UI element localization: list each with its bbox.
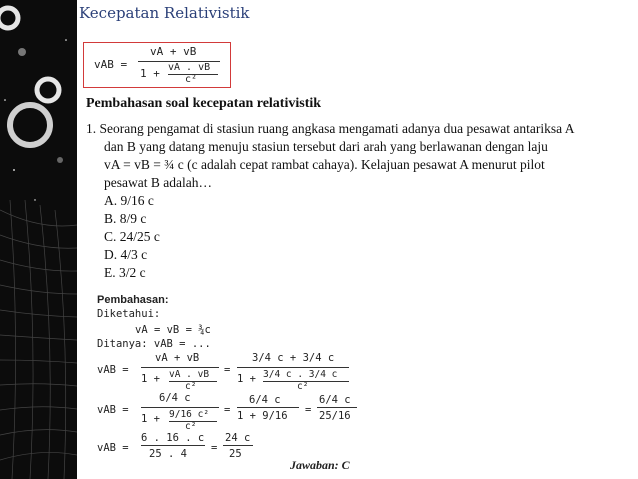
question-line: pesawat B adalah… <box>104 175 212 190</box>
slide-title: Kecepatan Relativistik <box>79 4 250 22</box>
step2c-bar <box>317 407 357 408</box>
section-heading: Pembahasan soal kecepatan relativistik <box>86 96 322 111</box>
formula-den-numerator: vA . vB <box>168 62 211 73</box>
equals-sign: = <box>211 442 218 454</box>
step2c-denominator: 25/16 <box>319 410 351 422</box>
formula-den-denominator: c² <box>185 74 198 85</box>
step3-lhs: vAB = <box>97 442 129 454</box>
formula-box <box>83 42 231 88</box>
step2-lhs: vAB = <box>97 404 129 416</box>
option-c: C. 24/25 c <box>104 229 160 244</box>
equals-sign: = <box>224 404 231 416</box>
question-block <box>86 120 634 282</box>
decorative-circles-grid <box>0 0 77 479</box>
step3-numerator: 6 . 16 . c <box>141 432 205 444</box>
formula-numerator: vA + vB <box>150 45 197 58</box>
solution-label: Pembahasan: <box>97 294 169 306</box>
step3b-numerator: 24 c <box>225 432 251 444</box>
step2-numerator: 6/4 c <box>159 392 191 404</box>
step3-denominator: 25 . 4 <box>149 448 187 460</box>
equals-sign: = <box>305 404 312 416</box>
step1-den-numerator: vA . vB <box>169 369 210 380</box>
option-b: B. 8/9 c <box>104 211 147 226</box>
step1-lhs: vAB = <box>97 364 129 376</box>
step2-den-prefix: 1 + <box>141 413 160 425</box>
question-line: vA = vB = ¾ c (c adalah cepat rambat cahaya). Kelajuan pesawat A menurut pilot <box>104 157 545 172</box>
step1-den-prefix: 1 + <box>141 373 160 385</box>
known-label: Diketahui: <box>97 308 161 320</box>
step1r-bar <box>237 367 349 368</box>
step2-bar <box>141 407 219 408</box>
step3b-bar <box>223 445 253 446</box>
option-e: E. 3/2 c <box>104 265 146 280</box>
step1-bar <box>141 367 219 368</box>
option-d: D. 4/3 c <box>104 247 148 262</box>
step3b-denominator: 25 <box>229 448 242 460</box>
solution-image <box>97 294 557 479</box>
step2c-numerator: 6/4 c <box>319 394 351 406</box>
step1-den-denominator: c² <box>185 381 197 392</box>
answer-text: Jawaban: C <box>290 458 350 472</box>
step2b-denominator: 1 + 9/16 <box>237 410 288 422</box>
step2b-bar <box>237 407 299 408</box>
known-value: vA = vB = ¾c <box>135 324 211 336</box>
step1r-numerator: 3/4 c + 3/4 c <box>252 352 335 364</box>
asked-line: Ditanya: vAB = ... <box>97 338 211 350</box>
step1r-den-denominator: c² <box>297 381 309 392</box>
formula-den-prefix: 1 + <box>140 67 160 80</box>
question-line: dan B yang datang menuju stasiun tersebut dari arah yang berlawanan dengan laju <box>104 139 548 154</box>
decorative-side-panel <box>0 0 77 479</box>
step1r-den-prefix: 1 + <box>237 373 256 385</box>
step2-den-numerator: 9/16 c² <box>169 409 210 420</box>
step1-numerator: vA + vB <box>155 352 200 364</box>
step1r-den-numerator: 3/4 c . 3/4 c <box>263 369 338 380</box>
question-line: 1. Seorang pengamat di stasiun ruang angkasa mengamati adanya dua pesawat antariksa A <box>86 121 575 136</box>
step3-bar <box>141 445 205 446</box>
formula-lhs: vAB = <box>94 58 128 71</box>
equals-sign: = <box>224 364 231 376</box>
option-a: A. 9/16 c <box>104 193 154 208</box>
step2-den-denominator: c² <box>185 421 197 432</box>
step2b-numerator: 6/4 c <box>249 394 281 406</box>
